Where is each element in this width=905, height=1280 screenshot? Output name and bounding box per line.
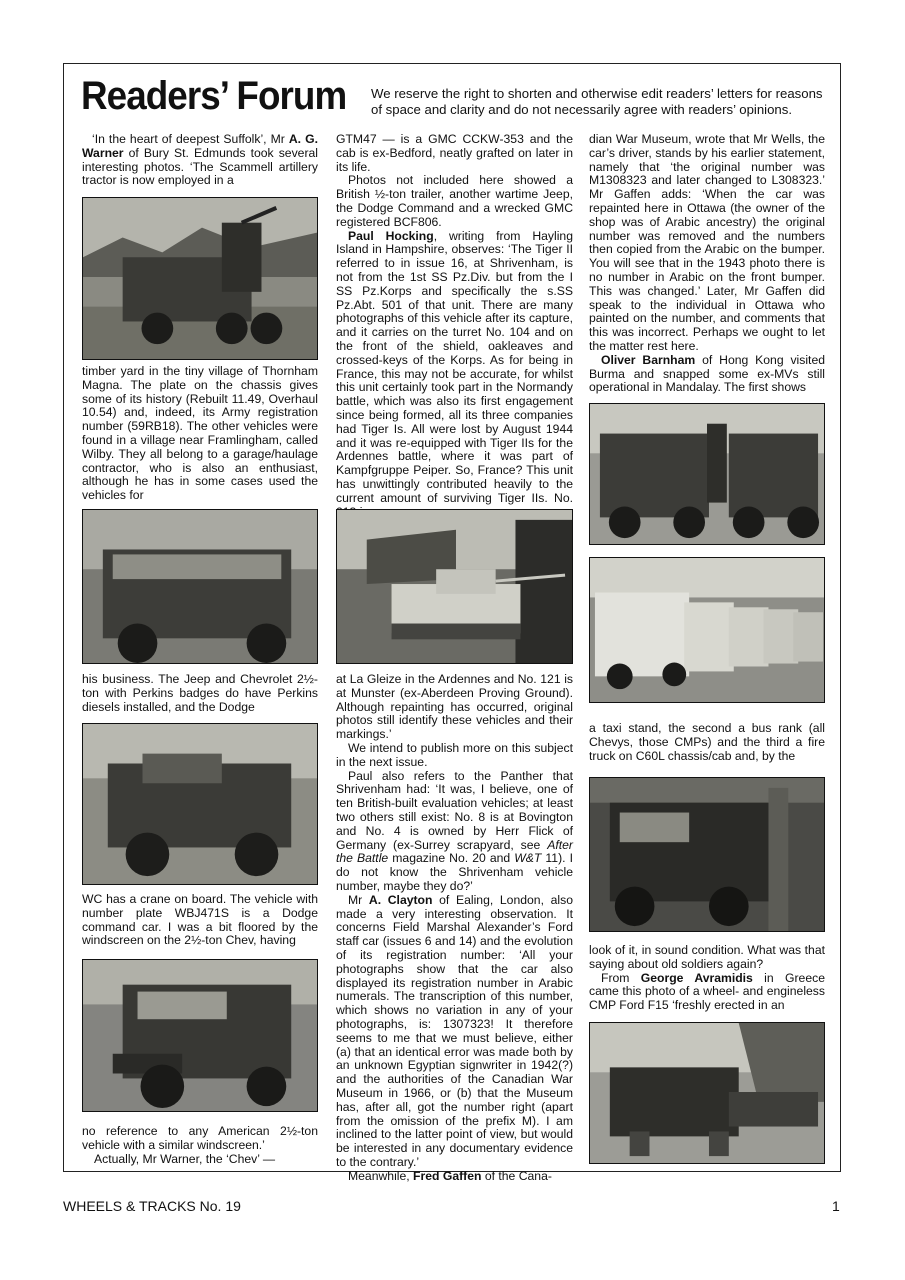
column-1-part-b: [82, 365, 318, 503]
paragraph: no reference to any American 2½-ton vehicle with a similar windscreen.’: [82, 1124, 318, 1152]
paragraph: Paul Hocking, writing from Hayling Island in Hampshire, observes: ‘The Tiger II referred to in issue 16, at Shrivenham, is not from the 1st SS Pz.Div. but from the I SS Pz.Korps and specifically the s.SS Pz.Abt. 501 of that unit. There are many photographs of this vehicle after its capture, and it carries on the turret No. 104 and on the front of the shield, oakleaves and crossed-keys of the Korps. As for being in France, this may not be accurate, for whilst this unit certainly took part in the Normandy battle, which was also its first engagement since being formed, all its three companies had Tiger Is. All were lost by August 1944 and it was re-equipped with Tiger IIs for the Ardennes battle, where it was part of Kampfgruppe Peiper. So, France? This unit has unwittingly contributed heavily to the current amount of surviving Tiger IIs. No.: [336, 228, 573, 505]
footer-publication: WHEELS & TRACKS No. 19: [63, 1198, 241, 1214]
paragraph: dian War Museum, wrote that Mr Wells, the car’s driver, stands by his earlier statement, namely that ‘the original number was M1308323 and later changed to L308323.’ Mr Gaffen adds: ‘When the car was repainted here in Ottawa (the owner of the shop was of Arabic ancestry) the original number was removed and the numbers then copied from the Arabic on the bumper. You will see that in the 1943 photo there is no number in Arabic on the front bumper. This was changed.’ Later, Mr Gaffen did speak to the individual in Ottawa who painted on the number, and comments that this was incorrect. Perhaps we ought to let the matter rest here.: [589, 132, 825, 353]
cmp-ford-photo: [589, 1022, 825, 1164]
jeep-taxi-stand-photo: [589, 403, 825, 545]
column-1-part-d: [82, 893, 318, 948]
column-1-part-c: [82, 673, 318, 714]
paragraph: Actually, Mr Warner, the ‘Chev’ —: [94, 1151, 276, 1166]
paragraph: WC has a crane on board. The vehicle with number plate WBJ471S is a Dodge command car. I was a bit floored by the windscreen on the 2½-ton Chev, having: [82, 892, 318, 948]
column-1-part-e: [82, 1125, 318, 1166]
paragraph: his business. The Jeep and Chevrolet 2½-ton with Perkins badges do have Perkins diesels installed, and the Dodge: [82, 672, 318, 714]
paragraph: at La Gleize in the Ardennes and No. 121 is at Munster (ex-Aberdeen Proving Ground). Although repainting has occurred, original photos still identify these vehicles and their markings.’: [336, 672, 573, 742]
jeep-photo: [82, 509, 318, 664]
paragraph: Mr A. Clayton of Ealing, London, also made a very interesting observation. It concerns Field Marshal Alexander’s Ford staff car (issues 6 and 14) and the evolution of its registration number: ‘All your photographs show that the car also displayed its registration number in Arabic numerals. The transcription of this number, which shows no variation in any of your photographs, is: 1307323! It therefore seems to me that we must believe, either (a) that an identical error was made both by an unknown Egyptian signwriter in 1942(?) and the authorities of the Canadian War Museum in 1966, or (b) that the Museum has, after all, got the number right (apart from the omission of the prefix M). I am inclined to the latter point of view, but would be interested in any documentary evidence to the contrary.’: [336, 892, 573, 1169]
column-3-part-c: [589, 944, 825, 1013]
column-1-top: [82, 133, 318, 188]
paragraph: Oliver Barnham of Hong Kong visited Burma and snapped some ex-MVs still operational in Mandalay. The first shows: [589, 352, 826, 395]
editorial-note: We reserve the right to shorten and otherwise edit readers’ letters for reasons of space and clarity and do not necessarily agree with readers’ opinions.: [371, 86, 823, 117]
chev-truck-photo: [82, 959, 318, 1112]
paragraph: ‘In the heart of deepest Suffolk’, Mr A. G. Warner of Bury St. Edmunds took several interesting photos. ‘The Scammell artillery tractor is now employed in a: [82, 132, 318, 188]
paragraph: From George Avramidis in Greece came this photo of a wheel- and engineless CMP Ford F15 ‘freshly erected in an: [589, 970, 825, 1013]
paragraph: Photos not included here showed a British ½-ton trailer, another wartime Jeep, the Dodge Command and a wrecked GMC registered BCF806.: [336, 173, 573, 229]
paragraph: We intend to publish more on this subject in the next issue.: [336, 740, 573, 769]
tiger-tank-photo: [336, 509, 573, 664]
column-3-part-b: [589, 722, 825, 763]
column-2-top: [336, 133, 573, 519]
paragraph: look of it, in sound condition. What was that saying about old soldiers again?: [589, 943, 825, 971]
page-title: Readers’ Forum: [81, 74, 347, 118]
dodge-crane-photo: [82, 723, 318, 885]
column-2-part-b: [336, 673, 573, 1183]
page-number: 1: [832, 1198, 840, 1214]
scammell-tractor-photo: [82, 197, 318, 360]
bus-rank-photo: [589, 557, 825, 703]
paragraph: GTM47 — is a GMC CCKW-353 and the cab is ex-Bedford, neatly grafted on later in its life.: [336, 132, 573, 174]
fire-truck-photo: [589, 777, 825, 932]
paragraph: Paul also refers to the Panther that Shrivenham had: ‘It was, I believe, one of ten British-built evaluation vehicles; at least two others still exist: No. 8 is at Bovington and No. 4 is owned by Herr Flick of Germany (ex-Surrey scrapyard, see After the Battle magazine No. 20 and W&T 11). I do not know the Shrivenham vehicle number, maybe they do?’: [336, 768, 573, 893]
paragraph: Meanwhile, Fred Gaffen of the Cana-: [348, 1168, 552, 1183]
paragraph: timber yard in the tiny village of Thornham Magna. The plate on the chassis gives some of its history (Rebuilt 11.49, Overhaul 10.54) and, indeed, its Army registration number (59RB18). The other vehicles were found in a village near Framlingham, called Wilby. They all belong to a garage/haulage contractor, who is also an enthusiast, although he has in some cases used the vehicles for: [82, 364, 318, 503]
paragraph: a taxi stand, the second a bus rank (all Chevys, those CMPs) and the third a fire truck on C60L chassis/cab and, by the: [589, 721, 825, 763]
column-3-top: [589, 133, 825, 395]
